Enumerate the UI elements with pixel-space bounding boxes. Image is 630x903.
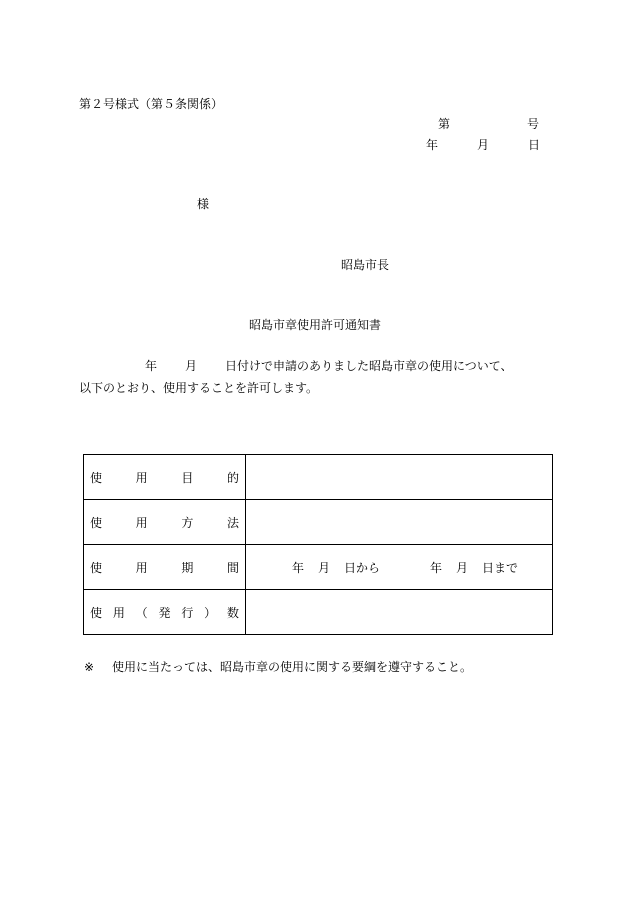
period-range (292, 559, 518, 576)
note-text: 使用に当たっては、昭島市章の使用に関する要綱を遵守すること。 (112, 660, 473, 674)
method-label: 使 用 方 法 (90, 515, 239, 530)
body-line-2: 以下のとおり、使用することを許可します。 (79, 381, 319, 395)
permit-details-table (83, 454, 553, 635)
document-number-prefix: 第 (438, 117, 451, 131)
body-line-1 (79, 355, 554, 377)
purpose-value-cell (246, 455, 553, 500)
note (84, 661, 472, 673)
body-line-1-rest: 日付けで申請のありました昭島市章の使用について、 (225, 359, 513, 373)
quantity-value-cell (246, 590, 553, 635)
quantity-label-cell (84, 590, 246, 635)
date-day-label: 日 (528, 138, 541, 152)
period-label-cell (84, 545, 246, 590)
date-month-label: 月 (477, 138, 490, 152)
quantity-label: 使 用 （ 発 行 ） 数 (90, 605, 239, 620)
form-number: 第２号様式（第５条関係） (79, 97, 224, 111)
table-row (84, 500, 553, 545)
period-label: 使 用 期 間 (90, 560, 239, 575)
addressee-honorific: 様 (197, 197, 210, 211)
date-year-label: 年 (426, 138, 439, 152)
table-row (84, 545, 553, 590)
note-mark: ※ (84, 660, 95, 674)
method-label-cell (84, 500, 246, 545)
period-from: 年 月 日から (292, 560, 381, 575)
method-value-cell (246, 500, 553, 545)
body-month-label: 月 (185, 359, 198, 373)
document-title: 昭島市章使用許可通知書 (248, 318, 381, 332)
body-year-label: 年 (145, 359, 158, 373)
table-row (84, 455, 553, 500)
purpose-label: 使 用 目 的 (90, 470, 239, 485)
purpose-label-cell (84, 455, 246, 500)
body-text (79, 355, 554, 399)
period-value-cell (246, 545, 553, 590)
issuer-name: 昭島市長 (341, 258, 390, 272)
period-to: 年 月 日まで (429, 560, 518, 575)
table-row (84, 590, 553, 635)
document-number-suffix: 号 (527, 117, 540, 131)
